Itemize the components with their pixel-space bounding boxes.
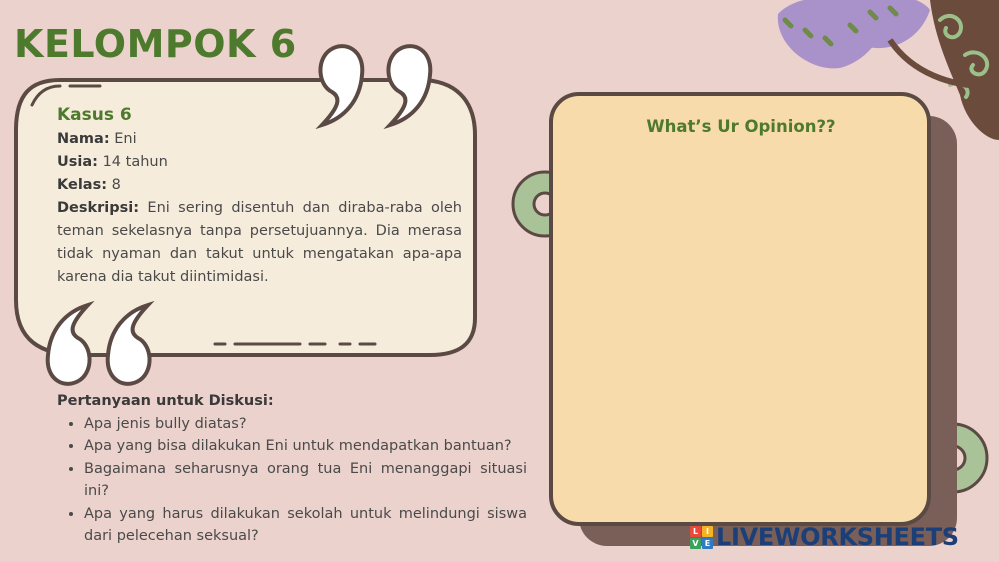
age-value: 14 tahun [102, 154, 168, 170]
case-description-row [57, 197, 462, 289]
class-label: Kelas: [57, 177, 107, 193]
name-value: Eni [114, 131, 137, 147]
discussion-title: Pertanyaan untuk Diskusi: [57, 393, 274, 409]
case-age-row [57, 151, 462, 174]
liveworksheets-logo [690, 526, 713, 549]
logo-letter: L [690, 526, 701, 537]
name-label: Nama: [57, 131, 110, 147]
case-heading: Kasus 6 [57, 105, 132, 125]
logo-letter: E [702, 538, 713, 549]
logo-letter: I [702, 526, 713, 537]
class-value: 8 [111, 177, 121, 193]
brand-name: LIVEWORKSHEETS [716, 523, 959, 551]
list-item: • Apa jenis bully diatas? [84, 413, 527, 436]
list-item: • Apa yang harus dilakukan sekolah untuk melindungi siswa dari pelecehan seksual? [84, 503, 527, 548]
description-label: Deskripsi: [57, 200, 140, 216]
list-item: • Bagaimana seharusnya orang tua Eni menanggapi situasi ini? [84, 458, 527, 503]
description-value: Eni sering disentuh dan diraba-raba oleh teman sekelasnya tanpa persetujuannya. Dia merasa tidak nyaman dan takut untuk mengatakan apa-apa karena dia takut diintimidasi. [57, 200, 462, 285]
case-name-row [57, 128, 462, 151]
age-label: Usia: [57, 154, 98, 170]
opinion-panel-shape [505, 90, 999, 550]
opinion-title: What’s Ur Opinion?? [646, 117, 836, 136]
liveworksheets-watermark[interactable] [690, 522, 959, 552]
question-list [57, 413, 527, 548]
list-item: • Apa yang bisa dilakukan Eni untuk mendapatkan bantuan? [84, 435, 527, 458]
case-class-row [57, 174, 462, 197]
logo-letter: V [690, 538, 701, 549]
page-title: KELOMPOK 6 [14, 22, 297, 66]
case-details [57, 104, 462, 289]
discussion-section [57, 390, 527, 548]
